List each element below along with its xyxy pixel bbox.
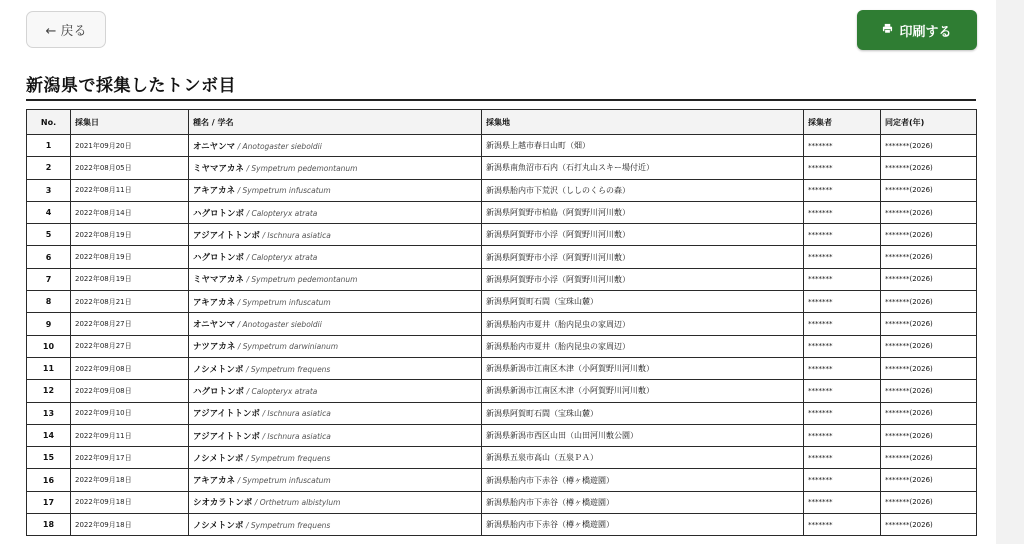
cell-identifier: *******(2026) xyxy=(881,402,977,424)
species-scientific-name: / Sympetrum infuscatum xyxy=(237,186,331,196)
species-scientific-name: / Sympetrum frequens xyxy=(245,364,331,374)
table-row xyxy=(27,424,977,446)
table-row xyxy=(27,224,977,246)
cell-place: 新潟県胎内市夏井（胎内昆虫の家周辺） xyxy=(482,313,804,335)
cell-identifier: *******(2026) xyxy=(881,291,977,313)
cell-collector: ******* xyxy=(804,469,881,491)
header-species: 種名 / 学名 xyxy=(189,110,482,135)
cell-species xyxy=(189,447,482,469)
cell-identifier: *******(2026) xyxy=(881,268,977,290)
species-japanese-name: ノシメトンボ xyxy=(193,364,244,375)
cell-place: 新潟県胎内市夏井（胎内昆虫の家周辺） xyxy=(482,335,804,357)
cell-date: 2022年09月11日 xyxy=(71,424,189,446)
cell-species xyxy=(189,268,482,290)
cell-no: 10 xyxy=(27,335,71,357)
table-row xyxy=(27,447,977,469)
back-button[interactable] xyxy=(26,11,106,48)
cell-identifier: *******(2026) xyxy=(881,179,977,201)
table-row xyxy=(27,335,977,357)
table-row xyxy=(27,469,977,491)
cell-no: 13 xyxy=(27,402,71,424)
printer-icon xyxy=(882,23,893,37)
cell-collector: ******* xyxy=(804,335,881,357)
cell-date: 2022年09月18日 xyxy=(71,491,189,513)
species-scientific-name: / Sympetrum infuscatum xyxy=(237,297,331,307)
species-japanese-name: アジアイトトンボ xyxy=(193,431,260,442)
cell-species xyxy=(189,469,482,491)
species-japanese-name: アキアカネ xyxy=(193,476,236,487)
table-row xyxy=(27,491,977,513)
print-button[interactable] xyxy=(857,10,977,50)
page-title: 新潟県で採集したトンボ目 xyxy=(26,76,236,96)
cell-place: 新潟県阿賀野市小浮（阿賀野川河川敷） xyxy=(482,268,804,290)
cell-collector: ******* xyxy=(804,224,881,246)
back-button-label: ← 戻る xyxy=(45,24,87,39)
cell-identifier: *******(2026) xyxy=(881,135,977,157)
header-date: 採集日 xyxy=(71,110,189,135)
records-table xyxy=(26,109,977,536)
cell-date: 2022年08月05日 xyxy=(71,157,189,179)
species-scientific-name: / Calopteryx atrata xyxy=(246,253,318,263)
cell-place: 新潟県阿賀町石間（宝珠山麓） xyxy=(482,291,804,313)
species-japanese-name: アジアイトトンボ xyxy=(193,230,260,241)
species-scientific-name: / Sympetrum pedemontanum xyxy=(246,163,358,173)
cell-no: 6 xyxy=(27,246,71,268)
species-scientific-name: / Calopteryx atrata xyxy=(246,386,318,396)
table-row xyxy=(27,246,977,268)
cell-identifier: *******(2026) xyxy=(881,157,977,179)
cell-collector: ******* xyxy=(804,380,881,402)
species-scientific-name: / Sympetrum infuscatum xyxy=(237,476,331,486)
cell-place: 新潟県胎内市下赤谷（樽ヶ橋遊園） xyxy=(482,514,804,536)
species-japanese-name: アジアイトトンボ xyxy=(193,409,260,420)
cell-place: 新潟県阿賀野市小浮（阿賀野川河川敷） xyxy=(482,246,804,268)
cell-identifier: *******(2026) xyxy=(881,357,977,379)
cell-collector: ******* xyxy=(804,179,881,201)
species-japanese-name: アキアカネ xyxy=(193,186,236,197)
species-scientific-name: / Ischnura asiatica xyxy=(262,409,331,419)
cell-species xyxy=(189,402,482,424)
cell-place: 新潟県胎内市下赤谷（樽ヶ橋遊園） xyxy=(482,491,804,513)
cell-no: 4 xyxy=(27,201,71,223)
cell-place: 新潟県新潟市江南区木津（小阿賀野川河川敷） xyxy=(482,380,804,402)
cell-collector: ******* xyxy=(804,491,881,513)
cell-date: 2021年09月20日 xyxy=(71,135,189,157)
cell-place: 新潟県五泉市高山（五泉ＰＡ） xyxy=(482,447,804,469)
cell-collector: ******* xyxy=(804,357,881,379)
cell-species xyxy=(189,514,482,536)
cell-identifier: *******(2026) xyxy=(881,447,977,469)
species-japanese-name: ノシメトンボ xyxy=(193,520,244,531)
cell-date: 2022年08月19日 xyxy=(71,224,189,246)
species-japanese-name: ハグロトンボ xyxy=(193,386,245,397)
cell-no: 3 xyxy=(27,179,71,201)
species-scientific-name: / Sympetrum frequens xyxy=(245,453,331,463)
cell-species xyxy=(189,224,482,246)
print-button-label: 印刷する xyxy=(899,24,952,40)
species-japanese-name: オニヤンマ xyxy=(193,141,236,152)
species-scientific-name: / Calopteryx atrata xyxy=(246,208,318,218)
table-row xyxy=(27,357,977,379)
cell-no: 2 xyxy=(27,157,71,179)
cell-place: 新潟県胎内市下赤谷（樽ヶ橋遊園） xyxy=(482,469,804,491)
cell-collector: ******* xyxy=(804,291,881,313)
table-header-row xyxy=(27,110,977,135)
table-row xyxy=(27,291,977,313)
cell-no: 11 xyxy=(27,357,71,379)
cell-place: 新潟県阿賀野市柏島（阿賀野川河川敷） xyxy=(482,201,804,223)
species-scientific-name: / Sympetrum darwinianum xyxy=(237,342,339,352)
cell-species xyxy=(189,491,482,513)
header-place: 採集地 xyxy=(482,110,804,135)
cell-no: 12 xyxy=(27,380,71,402)
species-scientific-name: / Anotogaster sieboldii xyxy=(237,141,322,151)
cell-collector: ******* xyxy=(804,201,881,223)
cell-identifier: *******(2026) xyxy=(881,424,977,446)
cell-no: 16 xyxy=(27,469,71,491)
table-row xyxy=(27,157,977,179)
species-scientific-name: / Sympetrum pedemontanum xyxy=(246,275,358,285)
species-japanese-name: ハグロトンボ xyxy=(193,208,245,219)
cell-no: 9 xyxy=(27,313,71,335)
species-scientific-name: / Orthetrum albistylum xyxy=(254,498,341,508)
cell-collector: ******* xyxy=(804,313,881,335)
cell-species xyxy=(189,313,482,335)
cell-date: 2022年09月18日 xyxy=(71,514,189,536)
cell-place: 新潟県新潟市西区山田（山田河川敷公園） xyxy=(482,424,804,446)
cell-date: 2022年08月21日 xyxy=(71,291,189,313)
cell-date: 2022年09月17日 xyxy=(71,447,189,469)
species-japanese-name: ナツアカネ xyxy=(193,342,236,353)
cell-species xyxy=(189,246,482,268)
cell-collector: ******* xyxy=(804,424,881,446)
cell-place: 新潟県上越市春日山町（畑） xyxy=(482,135,804,157)
cell-no: 17 xyxy=(27,491,71,513)
cell-collector: ******* xyxy=(804,268,881,290)
cell-date: 2022年08月14日 xyxy=(71,201,189,223)
cell-identifier: *******(2026) xyxy=(881,246,977,268)
table-row xyxy=(27,514,977,536)
table-row xyxy=(27,201,977,223)
table-row xyxy=(27,313,977,335)
table-row xyxy=(27,135,977,157)
cell-species xyxy=(189,424,482,446)
cell-no: 1 xyxy=(27,135,71,157)
cell-no: 14 xyxy=(27,424,71,446)
header-identifier: 同定者(年) xyxy=(881,110,977,135)
cell-place: 新潟県南魚沼市石内（石打丸山スキー場付近） xyxy=(482,157,804,179)
species-japanese-name: アキアカネ xyxy=(193,297,236,308)
cell-no: 8 xyxy=(27,291,71,313)
cell-collector: ******* xyxy=(804,135,881,157)
species-japanese-name: オニヤンマ xyxy=(193,320,236,331)
title-divider xyxy=(26,99,976,101)
cell-place: 新潟県胎内市下荒沢（ししのくらの森） xyxy=(482,179,804,201)
species-scientific-name: / Ischnura asiatica xyxy=(262,230,331,240)
table-row xyxy=(27,268,977,290)
species-japanese-name: ミヤマアカネ xyxy=(193,163,244,174)
cell-place: 新潟県阿賀町石間（宝珠山麓） xyxy=(482,402,804,424)
species-scientific-name: / Sympetrum frequens xyxy=(245,520,331,530)
cell-collector: ******* xyxy=(804,514,881,536)
table-row xyxy=(27,402,977,424)
cell-identifier: *******(2026) xyxy=(881,380,977,402)
cell-species xyxy=(189,357,482,379)
cell-no: 5 xyxy=(27,224,71,246)
cell-identifier: *******(2026) xyxy=(881,224,977,246)
cell-date: 2022年08月27日 xyxy=(71,313,189,335)
cell-no: 18 xyxy=(27,514,71,536)
cell-identifier: *******(2026) xyxy=(881,335,977,357)
cell-identifier: *******(2026) xyxy=(881,514,977,536)
table-body xyxy=(27,135,977,536)
cell-date: 2022年08月11日 xyxy=(71,179,189,201)
cell-date: 2022年09月18日 xyxy=(71,469,189,491)
cell-date: 2022年09月10日 xyxy=(71,402,189,424)
cell-species xyxy=(189,380,482,402)
cell-collector: ******* xyxy=(804,246,881,268)
species-scientific-name: / Anotogaster sieboldii xyxy=(237,320,322,330)
species-japanese-name: ハグロトンボ xyxy=(193,253,245,264)
cell-species xyxy=(189,291,482,313)
cell-identifier: *******(2026) xyxy=(881,491,977,513)
cell-collector: ******* xyxy=(804,447,881,469)
table-row xyxy=(27,380,977,402)
cell-place: 新潟県阿賀野市小浮（阿賀野川河川敷） xyxy=(482,224,804,246)
species-japanese-name: シオカラトンボ xyxy=(193,498,253,509)
cell-identifier: *******(2026) xyxy=(881,469,977,491)
cell-date: 2022年08月27日 xyxy=(71,335,189,357)
cell-collector: ******* xyxy=(804,157,881,179)
species-japanese-name: ノシメトンボ xyxy=(193,453,244,464)
cell-species xyxy=(189,201,482,223)
species-scientific-name: / Ischnura asiatica xyxy=(262,431,331,441)
scrollbar[interactable] xyxy=(996,0,1024,544)
cell-species xyxy=(189,335,482,357)
cell-no: 7 xyxy=(27,268,71,290)
cell-place: 新潟県新潟市江南区木津（小阿賀野川河川敷） xyxy=(482,357,804,379)
cell-date: 2022年09月08日 xyxy=(71,380,189,402)
cell-date: 2022年09月08日 xyxy=(71,357,189,379)
species-japanese-name: ミヤマアカネ xyxy=(193,275,244,286)
cell-collector: ******* xyxy=(804,402,881,424)
cell-species xyxy=(189,179,482,201)
cell-identifier: *******(2026) xyxy=(881,201,977,223)
cell-no: 15 xyxy=(27,447,71,469)
header-collector: 採集者 xyxy=(804,110,881,135)
cell-identifier: *******(2026) xyxy=(881,313,977,335)
cell-species xyxy=(189,135,482,157)
cell-date: 2022年08月19日 xyxy=(71,268,189,290)
cell-date: 2022年08月19日 xyxy=(71,246,189,268)
cell-species xyxy=(189,157,482,179)
header-no: No. xyxy=(27,110,71,135)
table-row xyxy=(27,179,977,201)
